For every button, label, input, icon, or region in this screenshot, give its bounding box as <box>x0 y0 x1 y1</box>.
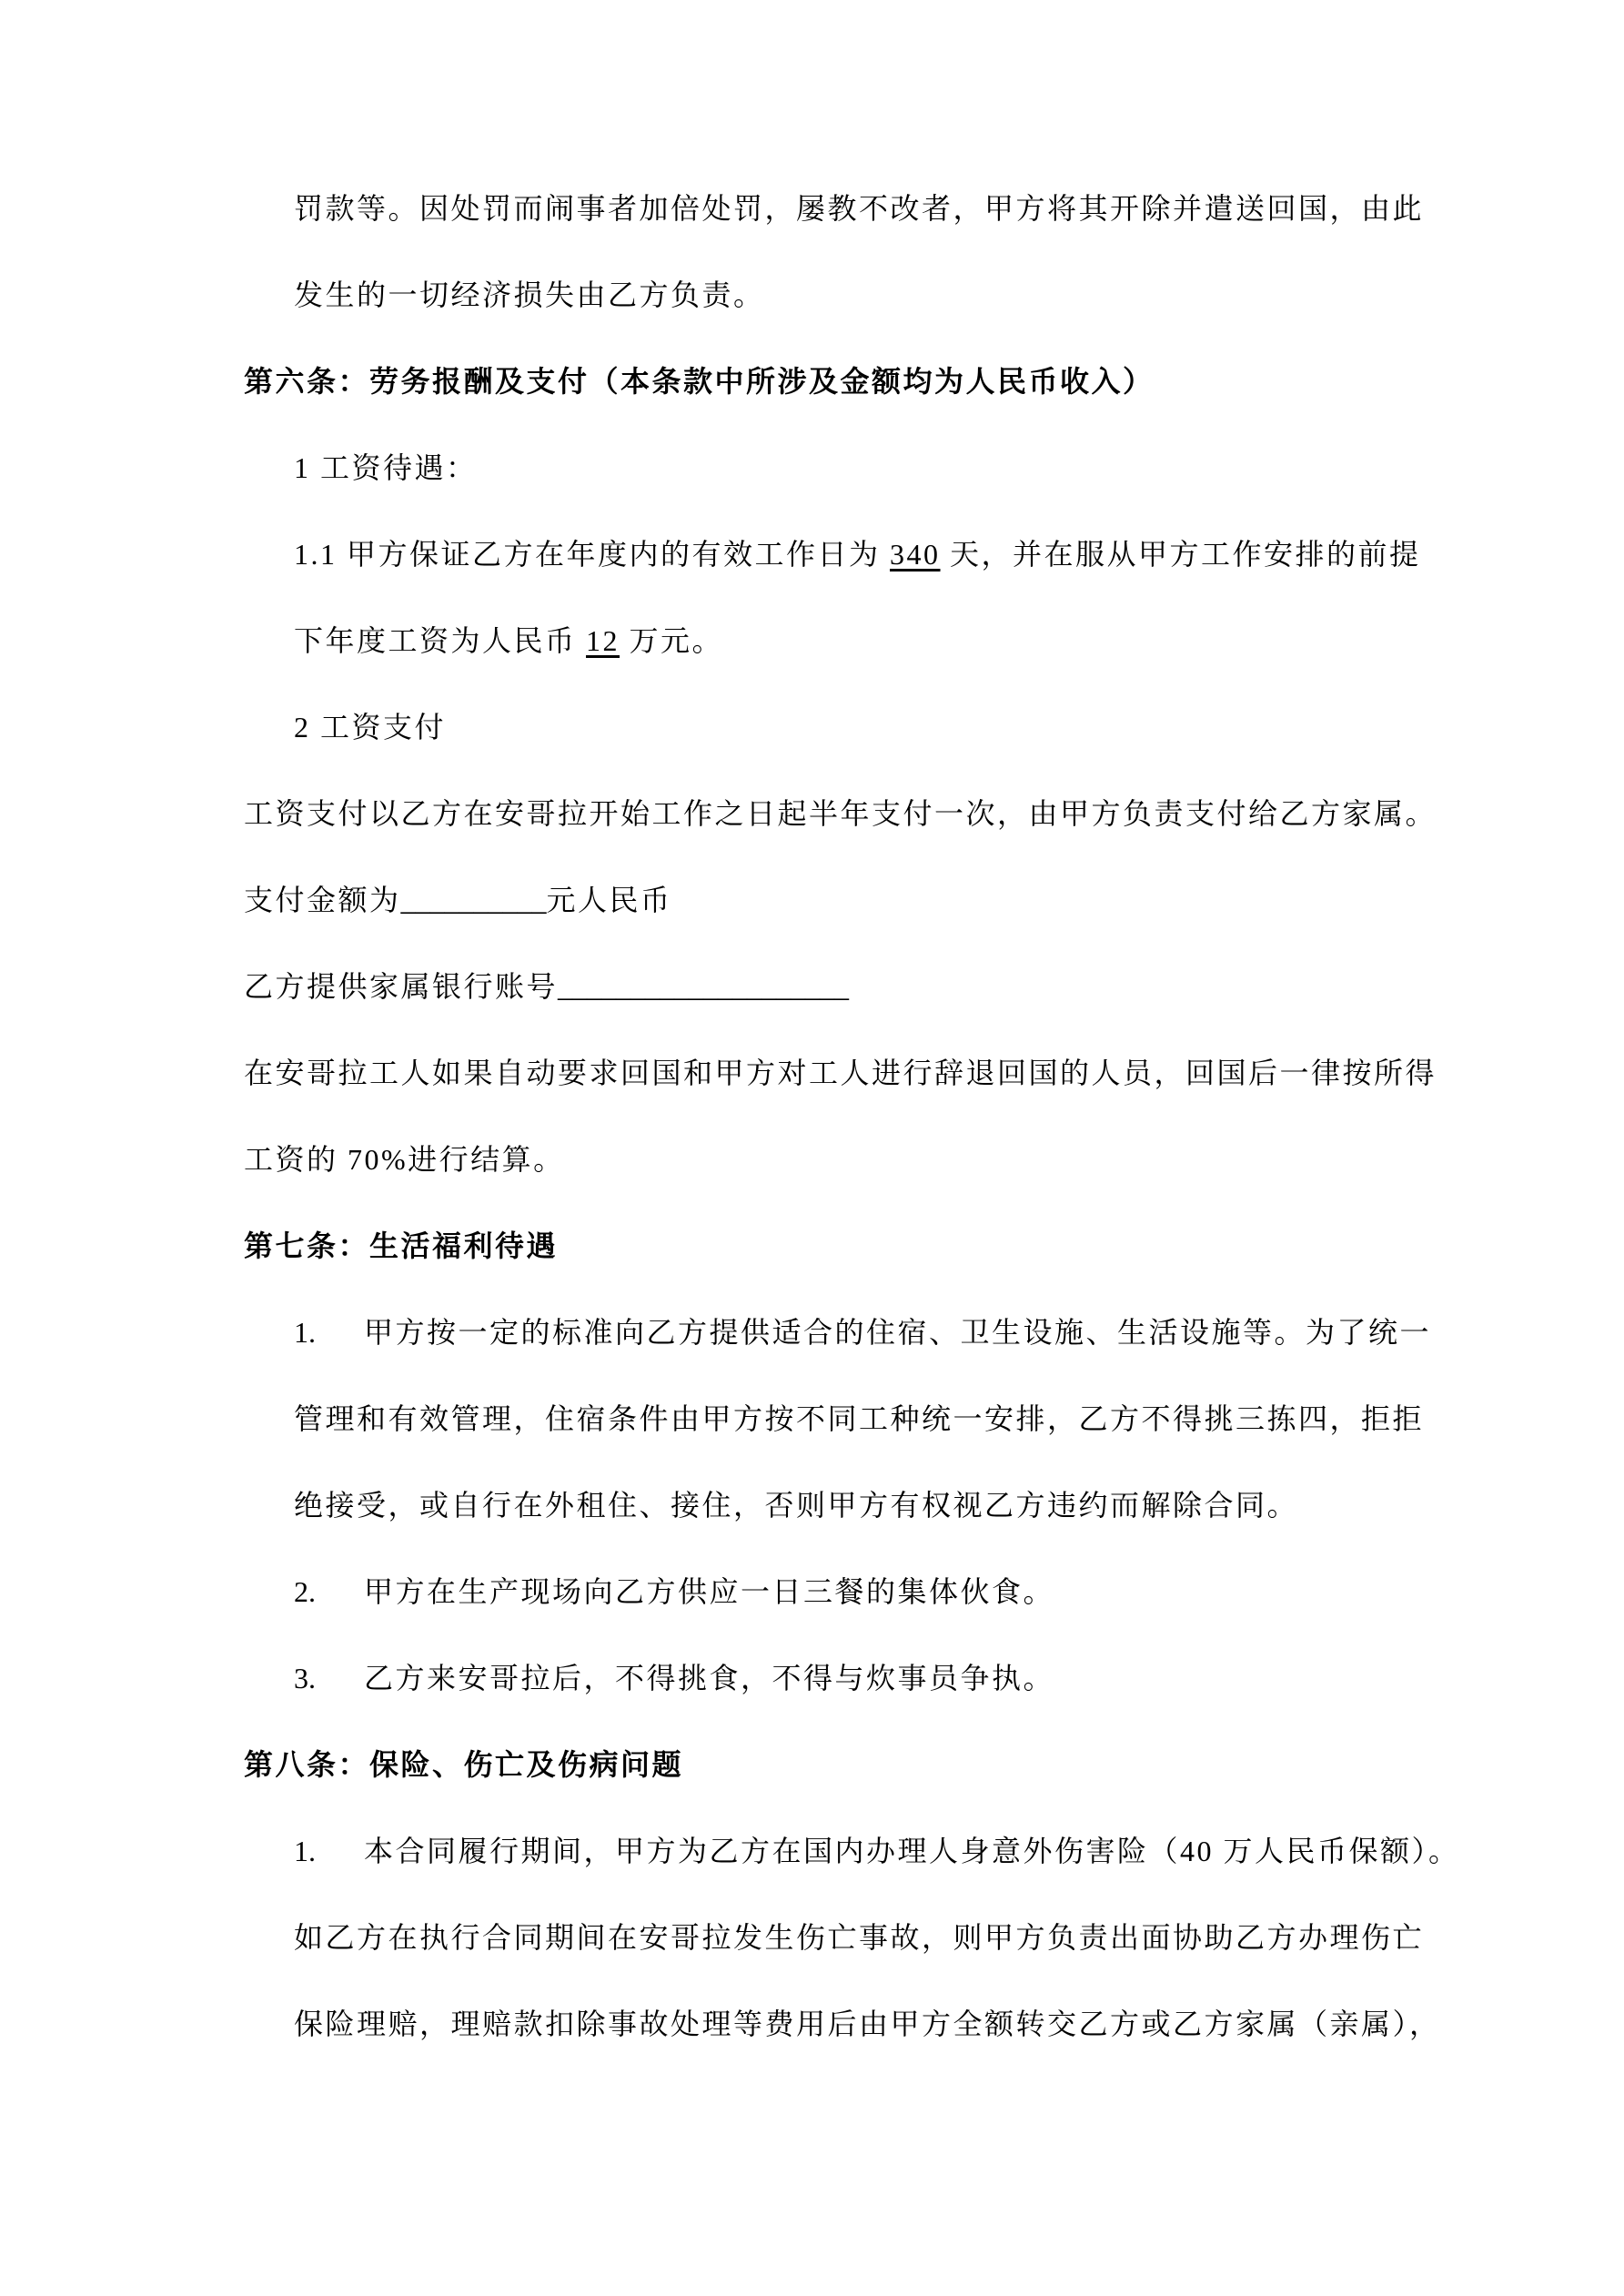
list-number: 1. <box>294 1316 316 1349</box>
text-line <box>244 857 1406 944</box>
text-segment: 1.1 甲方保证乙方在年度内的有效工作日为 <box>294 538 891 571</box>
text-segment: 乙方提供家属银行账号 <box>244 970 559 1003</box>
list-number: 3. <box>294 1662 316 1694</box>
text-segment: 元人民币 <box>546 884 672 916</box>
text-segment: 第八条：保险、伤亡及伤病问题 <box>244 1748 684 1781</box>
text-line <box>244 1722 1406 1808</box>
text-segment: 天，并在服从甲方工作安排的前提 <box>940 538 1421 571</box>
text-segment: 绝接受，或自行在外租住、接住，否则甲方有权视乙方违约而解除合同。 <box>294 1489 1299 1522</box>
text-segment: 第七条：生活福利待遇 <box>244 1229 559 1262</box>
text-line <box>244 1635 1406 1722</box>
text-line <box>244 944 1406 1030</box>
text-segment: 发生的一切经济损失由乙方负责。 <box>294 278 765 311</box>
text-line <box>244 684 1406 771</box>
text-line <box>244 1117 1406 1203</box>
text-line <box>244 1462 1406 1549</box>
text-line <box>244 1376 1425 1462</box>
text-line <box>244 339 1406 425</box>
text-line <box>244 166 1425 252</box>
blank-field: __________ <box>400 884 547 916</box>
text-segment: 支付金额为 <box>244 884 401 916</box>
text-segment: 工资支付以乙方在安哥拉开始工作之日起半年支付一次，由甲方负责支付给乙方家属。 <box>244 797 1437 830</box>
text-segment: 甲方按一定的标准向乙方提供适合的住宿、卫生设施、生活设施等。为了统一 <box>364 1316 1432 1349</box>
text-line <box>244 1203 1406 1290</box>
text-segment: 本合同履行期间，甲方为乙方在国内办理人身意外伤害险（40 万人民币保额）。 <box>364 1835 1460 1867</box>
text-segment: 乙方来安哥拉后，不得挑食，不得与炊事员争执。 <box>364 1662 1055 1694</box>
text-line <box>244 771 1437 857</box>
text-segment: 工资的 70%进行结算。 <box>244 1143 565 1176</box>
text-line <box>244 1290 1432 1376</box>
text-line <box>244 252 1406 339</box>
text-segment: 管理和有效管理，住宿条件由甲方按不同工种统一安排，乙方不得挑三拣四，拒拒 <box>294 1402 1425 1435</box>
underlined-value: 12 <box>586 624 620 657</box>
text-line <box>244 425 1406 511</box>
text-line <box>244 1981 1441 2068</box>
blank-field: ____________________ <box>558 970 850 1003</box>
text-line <box>244 1549 1406 1635</box>
text-segment: 保险理赔，理赔款扣除事故处理等费用后由甲方全额转交乙方或乙方家属（亲属）， <box>294 2008 1441 2040</box>
list-number: 1. <box>294 1835 316 1867</box>
text-line <box>244 598 1406 684</box>
text-segment: 罚款等。因处罚而闹事者加倍处罚，屡教不改者，甲方将其开除并遣送回国，由此 <box>294 192 1425 225</box>
text-segment: 下年度工资为人民币 <box>294 624 587 657</box>
text-segment: 2 工资支付 <box>294 711 447 743</box>
list-number: 2. <box>294 1575 316 1608</box>
text-segment: 如乙方在执行合同期间在安哥拉发生伤亡事故，则甲方负责出面协助乙方办理伤亡 <box>294 1921 1425 1954</box>
text-segment: 甲方在生产现场向乙方供应一日三餐的集体伙食。 <box>364 1575 1055 1608</box>
text-segment: 1 工资待遇： <box>294 451 478 484</box>
text-line <box>244 1808 1460 1895</box>
text-line <box>244 1030 1437 1117</box>
text-line <box>244 1895 1425 1981</box>
text-line <box>244 511 1421 598</box>
text-segment: 第六条：劳务报酬及支付（本条款中所涉及金额均为人民币收入） <box>244 365 1155 398</box>
text-segment: 在安哥拉工人如果自动要求回国和甲方对工人进行辞退回国的人员，回国后一律按所得 <box>244 1057 1437 1089</box>
underlined-value: 340 <box>890 538 941 571</box>
text-segment: 万元。 <box>620 624 724 657</box>
